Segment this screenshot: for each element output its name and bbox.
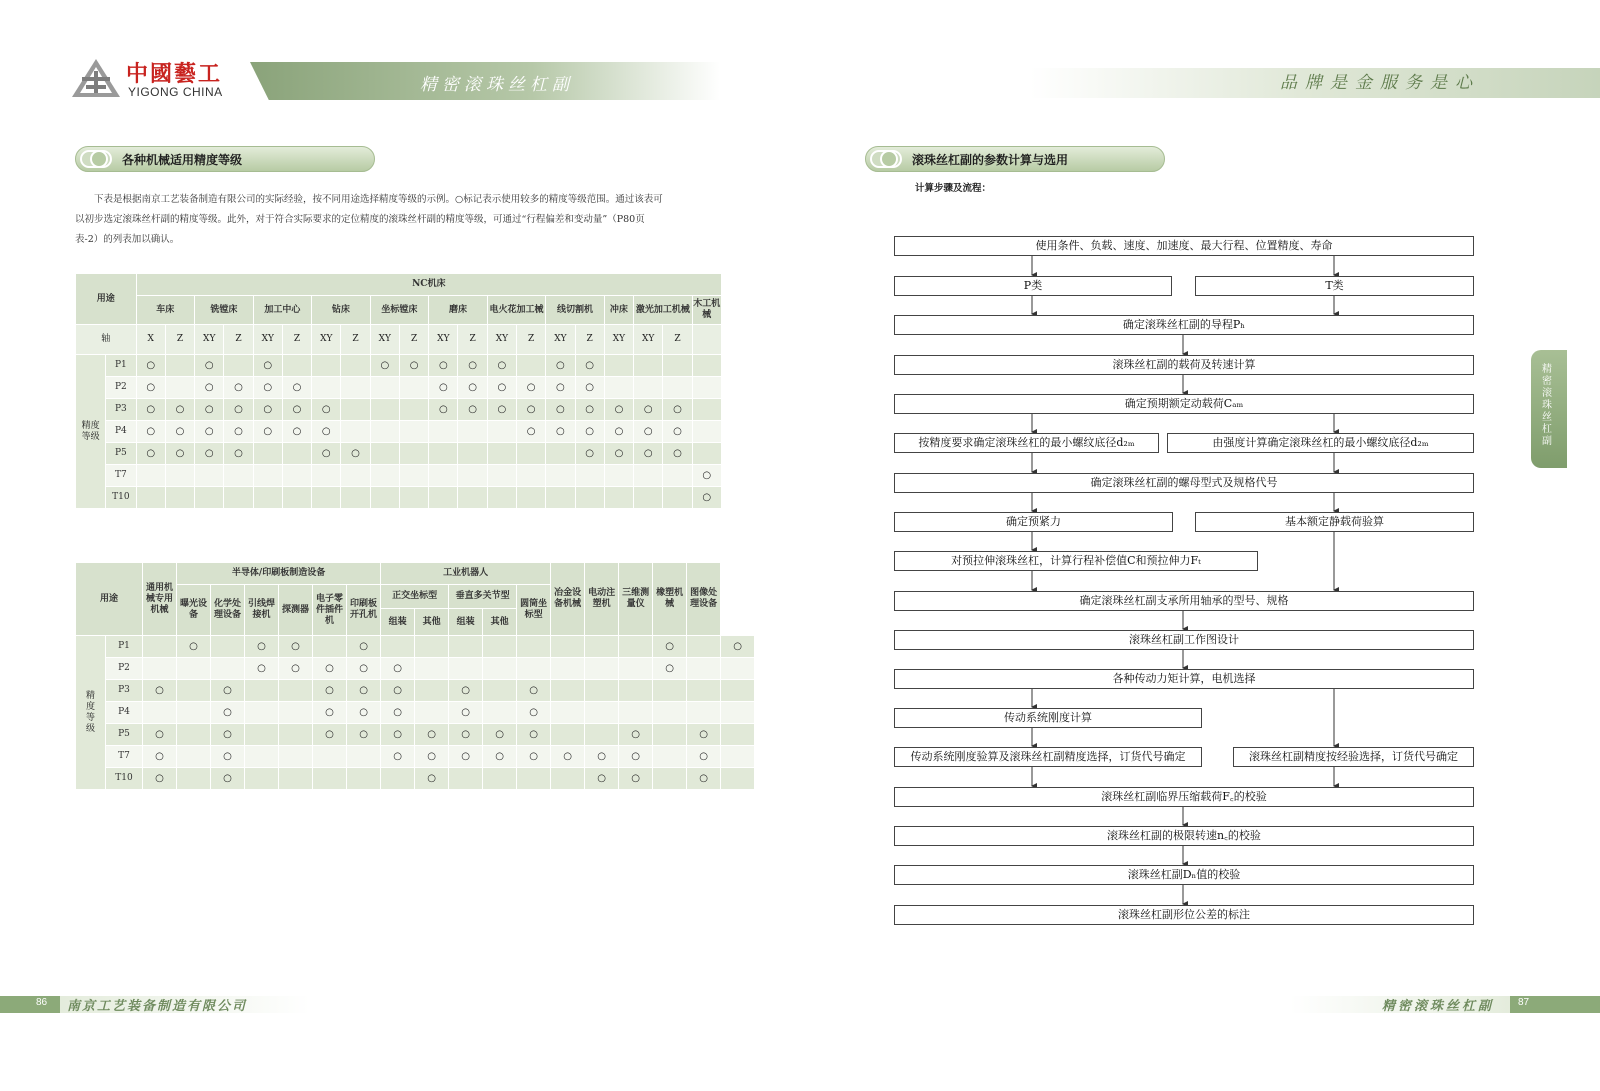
table1-level-cell: P2 (106, 377, 136, 399)
table2-mark-cell: ○ (483, 724, 517, 746)
table2-tail-header: 橡塑机械 (653, 563, 687, 636)
table2-tail-header: 图像处理设备 (687, 563, 721, 636)
table2-mark-cell: ○ (449, 680, 483, 702)
logo-chinese-text: 中國藝工 (126, 61, 223, 87)
table1-machine-header: 木工机械 (692, 296, 721, 325)
table2-mark-cell: ○ (211, 680, 245, 702)
table1-mark-cell: ○ (312, 421, 341, 443)
table1-mark-cell: ○ (429, 399, 458, 421)
table2-mark-cell: ○ (449, 724, 483, 746)
table1-mark-cell: ○ (195, 421, 224, 443)
table2-level-cell: P5 (106, 724, 143, 746)
table1-mark-cell: ○ (663, 399, 692, 421)
table1-axis-cell: Z (517, 325, 546, 355)
table2-tail-header: 冶金设备机械 (551, 563, 585, 636)
table1-level-cell: T10 (106, 487, 136, 509)
table1-mark-cell: ○ (546, 399, 575, 421)
table2-mark-cell: ○ (143, 724, 177, 746)
table1-mark-cell: ○ (399, 355, 428, 377)
table1-mark-cell: ○ (517, 399, 546, 421)
table2-mark-cell: ○ (143, 746, 177, 768)
table1-level-cell: T7 (106, 465, 136, 487)
table2-mark-cell: ○ (313, 724, 347, 746)
table1-mark-cell: ○ (224, 443, 253, 465)
table2-mark-cell: ○ (619, 768, 653, 790)
steps-label: 计算步骤及流程： (915, 183, 992, 194)
table1-mark-cell: ○ (517, 377, 546, 399)
footer-company-name: 南京工艺装备制造有限公司 (67, 999, 248, 1014)
page-number-left: 86 (36, 997, 48, 1008)
table1-mark-cell: ○ (604, 443, 633, 465)
table1-mark-cell: ○ (136, 443, 165, 465)
table2-mark-cell: ○ (381, 658, 415, 680)
flow-step-t-class: T类 (1195, 276, 1474, 296)
header-slogan: 品牌是金服务是心 (1280, 73, 1480, 93)
table1-mark-cell: ○ (487, 355, 516, 377)
flow-step-buckling-check: 滚珠丝杠副临界压缩载荷F꜀的校验 (894, 787, 1474, 807)
table1-mark-cell: ○ (282, 399, 311, 421)
table2-general-header: 通用机械专用机械 (143, 563, 177, 636)
table2-mark-cell: ○ (449, 746, 483, 768)
table1-mark-cell: ○ (575, 377, 604, 399)
side-tab-label: 精密滚珠丝杠副 (1542, 364, 1552, 447)
table1-mark-cell: ○ (487, 399, 516, 421)
table1-mark-cell: ○ (282, 377, 311, 399)
table2-mark-cell: ○ (517, 724, 551, 746)
table2-mark-cell: ○ (483, 746, 517, 768)
table2-level-label: 精度等级 (85, 690, 95, 734)
table1-mark-cell: ○ (165, 443, 194, 465)
table1-axis-label: 轴 (76, 325, 137, 355)
table2-mark-cell: ○ (143, 768, 177, 790)
table1-axis-cell: Z (575, 325, 604, 355)
flow-step-torque-motor: 各种传动力矩计算，电机选择 (894, 669, 1474, 689)
table2-robot-col: 组装 (381, 609, 415, 636)
flow-step-bearing: 确定滚珠丝杠副支承所用轴承的型号、规格 (894, 591, 1474, 611)
table1-level-cell: P5 (106, 443, 136, 465)
table2-mark-cell: ○ (415, 724, 449, 746)
flow-step-conditions: 使用条件、负载、速度、加速度、最大行程、位置精度、寿命 (894, 236, 1474, 256)
table1-mark-cell: ○ (282, 421, 311, 443)
table2-mark-cell: ○ (721, 636, 755, 658)
table1-mark-cell: ○ (136, 377, 165, 399)
table2-robot-sub: 正交坐标型 (381, 585, 449, 609)
logo-english-text: YIGONG CHINA (128, 85, 223, 99)
table2-mark-cell: ○ (415, 768, 449, 790)
flow-step-lead: 确定滚珠丝杠副的导程Pₕ (894, 315, 1474, 335)
table2-mark-cell: ○ (381, 702, 415, 724)
table2-mark-cell: ○ (585, 768, 619, 790)
table1-axis-cell: Z (458, 325, 487, 355)
table1-axis-cell: XY (634, 325, 663, 355)
table2-mark-cell: ○ (619, 746, 653, 768)
table1-mark-cell: ○ (224, 421, 253, 443)
table1-machine-header: 铣镗床 (195, 296, 254, 325)
table2-mark-cell: ○ (211, 768, 245, 790)
table1-mark-cell: ○ (575, 399, 604, 421)
table1-mark-cell: ○ (195, 377, 224, 399)
side-tab (1531, 350, 1567, 468)
table1-mark-cell: ○ (429, 377, 458, 399)
table2-mark-cell: ○ (517, 746, 551, 768)
table2-robot-sub: 垂直多关节型 (449, 585, 517, 609)
table1-axis-cell: XY (604, 325, 633, 355)
table2-mark-cell: ○ (653, 658, 687, 680)
table1-level-label: 精度 (81, 420, 100, 431)
table1-use-header: 用途 (76, 274, 137, 325)
table2-mark-cell: ○ (687, 746, 721, 768)
table1-mark-cell: ○ (253, 355, 282, 377)
table2-mark-cell: ○ (381, 746, 415, 768)
table2-mark-cell: ○ (211, 746, 245, 768)
table1-axis-cell: Z (282, 325, 311, 355)
table2-robot-col: 其他 (483, 609, 517, 636)
flow-step-static-load: 基本额定静载荷验算 (1195, 512, 1474, 532)
table1-mark-cell: ○ (604, 399, 633, 421)
table1-mark-cell: ○ (634, 421, 663, 443)
table1-machine-header: 加工中心 (253, 296, 312, 325)
table2-mark-cell: ○ (415, 746, 449, 768)
table1-axis-cell: Z (341, 325, 370, 355)
table1-mark-cell: ○ (546, 421, 575, 443)
flow-step-experience-selection: 滚珠丝杠副精度按经验选择，订货代号确定 (1233, 747, 1474, 767)
table1-mark-cell: ○ (458, 355, 487, 377)
table1-machine-header: 激光加工机械 (634, 296, 693, 325)
table1-mark-cell: ○ (517, 421, 546, 443)
table2-level-cell: P4 (106, 702, 143, 724)
table1-level-cell: P1 (106, 355, 136, 377)
table1-machine-header: 磨床 (429, 296, 488, 325)
table2-mark-cell: ○ (585, 746, 619, 768)
table1-mark-cell: ○ (575, 355, 604, 377)
table2-mark-cell: ○ (313, 702, 347, 724)
table1-mark-cell: ○ (136, 421, 165, 443)
table2-level-cell: P3 (106, 680, 143, 702)
table1-mark-cell: ○ (663, 421, 692, 443)
table2-mark-cell: ○ (687, 768, 721, 790)
table1-nc-group-header: NC机床 (136, 274, 721, 296)
table1-mark-cell: ○ (253, 377, 282, 399)
table1-axis-cell: Z (663, 325, 692, 355)
flow-step-min-diameter-strength: 由强度计算确定滚珠丝杠的最小螺纹底径d₂ₘ (1167, 433, 1474, 453)
table1-mark-cell: ○ (575, 421, 604, 443)
table2-mark-cell: ○ (313, 680, 347, 702)
table1-axis-cell: XY (429, 325, 458, 355)
footer-product-name: 精密滚珠丝杠副 (1382, 999, 1495, 1014)
table2-mark-cell: ○ (347, 680, 381, 702)
table2-mark-cell: ○ (143, 680, 177, 702)
table2-tail-header: 三维测量仪 (619, 563, 653, 636)
table2-semi-col: 印刷板开孔机 (347, 585, 381, 636)
table2-robot-col: 其他 (415, 609, 449, 636)
table2-mark-cell: ○ (517, 702, 551, 724)
table2-mark-cell: ○ (279, 658, 313, 680)
table2-semi-group-header: 半导体/印刷板制造设备 (177, 563, 381, 585)
table1-mark-cell: ○ (136, 355, 165, 377)
table2-semi-col: 引线焊接机 (245, 585, 279, 636)
table2-semi-col: 化学处理设备 (211, 585, 245, 636)
table1-mark-cell: ○ (165, 399, 194, 421)
table1-mark-cell: ○ (487, 377, 516, 399)
flow-step-stiffness-check: 传动系统刚度验算及滚珠丝杠副精度选择，订货代号确定 (894, 747, 1202, 767)
table1-machine-header: 线切割机 (546, 296, 605, 325)
table1-mark-cell: ○ (195, 443, 224, 465)
table1-level-label: 等级 (81, 431, 100, 442)
table2-mark-cell: ○ (279, 636, 313, 658)
table1-mark-cell: ○ (634, 399, 663, 421)
table1-mark-cell: ○ (634, 443, 663, 465)
table2-mark-cell: ○ (381, 724, 415, 746)
table1-axis-cell: Z (399, 325, 428, 355)
flow-step-tolerance: 滚珠丝杠副形位公差的标注 (894, 905, 1474, 925)
table1-mark-cell: ○ (165, 421, 194, 443)
table1-level-cell: P4 (106, 421, 136, 443)
table1-mark-cell: ○ (195, 399, 224, 421)
table2-mark-cell: ○ (177, 636, 211, 658)
table1-axis-cell: XY (546, 325, 575, 355)
left-section-title: 各种机械适用精度等级 (122, 153, 243, 167)
table2-mark-cell: ○ (551, 746, 585, 768)
table1-axis-cell: XY (370, 325, 399, 355)
table2-semi-col: 曝光设备 (177, 585, 211, 636)
page-number-right: 87 (1518, 997, 1530, 1008)
table2-use-header: 用途 (76, 563, 143, 636)
table2-mark-cell: ○ (687, 724, 721, 746)
table1-mark-cell: ○ (663, 443, 692, 465)
header-title: 精密滚珠丝杠副 (420, 75, 574, 95)
table1-mark-cell: ○ (136, 399, 165, 421)
table1-machine-header: 车床 (136, 296, 195, 325)
flow-step-stiffness: 传动系统刚度计算 (894, 708, 1202, 728)
table2-mark-cell: ○ (245, 636, 279, 658)
table1-machine-header: 冲床 (604, 296, 633, 325)
table1-mark-cell: ○ (253, 399, 282, 421)
table2-mark-cell: ○ (245, 658, 279, 680)
flow-step-pretension: 对预拉伸滚珠丝杠，计算行程补偿值C和预拉伸力Fₜ (894, 551, 1258, 571)
table1-mark-cell: ○ (370, 355, 399, 377)
table1-machine-header: 坐标镗床 (370, 296, 429, 325)
table2-mark-cell: ○ (211, 702, 245, 724)
flow-step-dn-check: 滚珠丝杠副Dₙ值的校验 (894, 865, 1474, 885)
table2-level-cell: P1 (106, 636, 143, 658)
table1-axis-cell: XY (253, 325, 282, 355)
flow-step-p-class: P类 (894, 276, 1172, 296)
footer-left-bar (0, 996, 60, 1013)
table2-semi-col: 电子零件插件机 (313, 585, 347, 636)
table2-mark-cell: ○ (313, 658, 347, 680)
table2-mark-cell: ○ (517, 680, 551, 702)
table1-mark-cell: ○ (253, 421, 282, 443)
table2-mark-cell: ○ (381, 680, 415, 702)
table1-mark-cell: ○ (195, 355, 224, 377)
table2-mark-cell: ○ (347, 658, 381, 680)
table2-mark-cell: ○ (347, 702, 381, 724)
table2-level-cell: T7 (106, 746, 143, 768)
table1-mark-cell: ○ (692, 465, 721, 487)
flow-step-load-speed: 滚珠丝杠副的载荷及转速计算 (894, 355, 1474, 375)
table1-axis-cell: XY (312, 325, 341, 355)
table1-mark-cell: ○ (312, 443, 341, 465)
table1-axis-cell: XY (487, 325, 516, 355)
flow-step-dynamic-load: 确定预期额定动载荷Cₐₘ (894, 394, 1474, 414)
table2-cylinder-header: 圆筒坐标型 (517, 585, 551, 636)
table2-robot-col: 组装 (449, 609, 483, 636)
table1-machine-header: 钻床 (312, 296, 371, 325)
table1-axis-cell: XY (195, 325, 224, 355)
table1-mark-cell: ○ (604, 421, 633, 443)
table2-tail-header: 电动注塑机 (585, 563, 619, 636)
table1-mark-cell: ○ (575, 443, 604, 465)
flow-step-preload: 确定预紧力 (894, 512, 1173, 532)
table1-mark-cell: ○ (224, 377, 253, 399)
table2-mark-cell: ○ (449, 702, 483, 724)
table2-mark-cell: ○ (347, 636, 381, 658)
table1-level-cell: P3 (106, 399, 136, 421)
table1-machine-header: 电火花加工械 (487, 296, 546, 325)
right-section-title: 滚珠丝杠副的参数计算与选用 (912, 153, 1069, 167)
table1-mark-cell: ○ (341, 443, 370, 465)
table2-robot-group-header: 工业机器人 (381, 563, 551, 585)
table1-mark-cell: ○ (546, 377, 575, 399)
table1-mark-cell: ○ (224, 399, 253, 421)
table2-level-cell: P2 (106, 658, 143, 680)
table1-mark-cell: ○ (312, 399, 341, 421)
table1-mark-cell: ○ (458, 377, 487, 399)
intro-text: 下表是根据南京工艺装备制造有限公司的实际经验，按不同用途选择精度等级的示例。○标记表示使用较多的精度等级范围。通过该表可以初步选定滚珠丝杆副的精度等级。此外，对于符合实际要求的定位精度的滚珠丝杆副的精度等级，可通过“行程偏差和变动量”（P80页表-2）的列表加以确认。 (75, 194, 663, 245)
flow-step-critical-speed-check: 滚珠丝杠副的极限转速n꜀的校验 (894, 826, 1474, 846)
table2-semi-col: 探测器 (279, 585, 313, 636)
flow-step-drawing: 滚珠丝杠副工作图设计 (894, 630, 1474, 650)
table1-axis-cell: X (136, 325, 165, 355)
table1-mark-cell: ○ (429, 355, 458, 377)
table2-mark-cell: ○ (347, 724, 381, 746)
flow-step-nut-type: 确定滚珠丝杠副的螺母型式及规格代号 (894, 473, 1474, 493)
table2-mark-cell: ○ (211, 724, 245, 746)
table2-mark-cell: ○ (619, 724, 653, 746)
table1-mark-cell: ○ (458, 399, 487, 421)
table2-mark-cell: ○ (653, 636, 687, 658)
table1-axis-cell: Z (224, 325, 253, 355)
table1-mark-cell: ○ (546, 355, 575, 377)
table1-mark-cell: ○ (692, 487, 721, 509)
table2-level-cell: T10 (106, 768, 143, 790)
flow-step-min-diameter-precision: 按精度要求确定滚珠丝杠的最小螺纹底径d₂ₘ (894, 433, 1159, 453)
table1-axis-cell: Z (165, 325, 194, 355)
